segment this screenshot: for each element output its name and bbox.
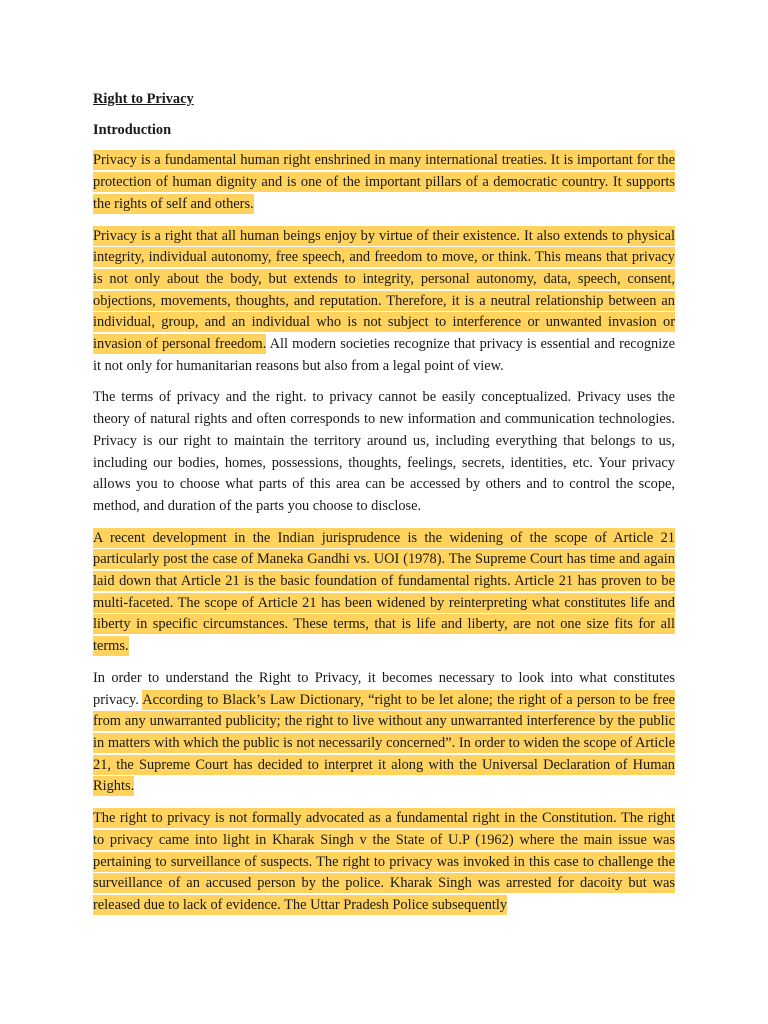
highlighted-text: A recent development in the Indian jurisprudence is the widening of the scope of Article 21 particularly post the case of Maneka Gandhi vs. UOI (1978). The Supreme Court has time and again laid down that Article 21 is the basic foundation of fundamental rights. Article 21 has proven to be multi-faceted. The scope of Article 21 has been widened by reinterpreting what constitutes life and liberty in specific circumstances. These terms, that is life and liberty, are not one size fits for all terms. (93, 529, 675, 655)
document-body (93, 150, 675, 916)
paragraph-text: All modern societies recognize that privacy is essential and recognize it not only for humanitarian reasons but also from a legal point of view. (93, 336, 675, 374)
body-paragraph (93, 668, 675, 798)
section-heading: Introduction (93, 121, 172, 138)
highlighted-text: The right to privacy is not formally advocated as a fundamental right in the Constitution. The right to privacy came into light in Kharak Singh v the State of U.P (1962) where the main issue was pertaining to surveillance of suspects. The right to privacy was invoked in this case to challenge the surveillance of an accused person by the police. Kharak Singh was arrested for dacoity but was released due to lack of evidence. The Uttar Pradesh Police subsequently (93, 810, 675, 913)
body-paragraph (93, 808, 675, 917)
body-paragraph (93, 226, 675, 378)
document-title: Right to Privacy (93, 91, 194, 107)
body-paragraph (93, 387, 675, 517)
highlighted-text: Privacy is a fundamental human right enshrined in many international treaties. It is important for the protection of human dignity and is one of the important pillars of a democratic country. It supports the rights of self and others. (93, 152, 675, 212)
paragraph-text: In order to understand the Right to Privacy, it becomes necessary to look into what constitutes privacy. (93, 669, 675, 708)
paragraph-text: The terms of privacy and the right. to privacy cannot be easily conceptualized. Privacy uses the theory of natural rights and often corresponds to new information and communication technologies. Privacy is our right to maintain the territory around us, including everything that belongs to us, including our bodies, homes, possessions, thoughts, feelings, secrets, identities, etc. Your privacy allows you to choose what parts of this area can be accessed by others and to control the scope, method, and duration of the parts you choose to disclose. (93, 389, 675, 514)
highlighted-text: Privacy is a right that all human beings enjoy by virtue of their existence. It also extends to physical integrity, individual autonomy, free speech, and freedom to move, or think. This means that privacy is not only about the body, but extends to integrity, personal autonomy, data, speech, consent, objections, movements, thoughts, and reputation. Therefore, it is a neutral relationship between an individual, group, and an individual who is not subject to interference or unwanted invasion or invasion of personal freedom. (93, 227, 675, 353)
document-page (93, 89, 675, 927)
body-paragraph (93, 150, 675, 215)
body-paragraph (93, 528, 675, 658)
highlighted-text: According to Black’s Law Dictionary, “right to be let alone; the right of a person to be free from any unwarranted publicity; the right to live without any unwarranted interference by the public in matters with which the public is not necessarily concerned”. In order to widen the scope of Article 21, the Supreme Court has decided to interpret it along with the Universal Declaration of Human Rights. (93, 691, 675, 795)
